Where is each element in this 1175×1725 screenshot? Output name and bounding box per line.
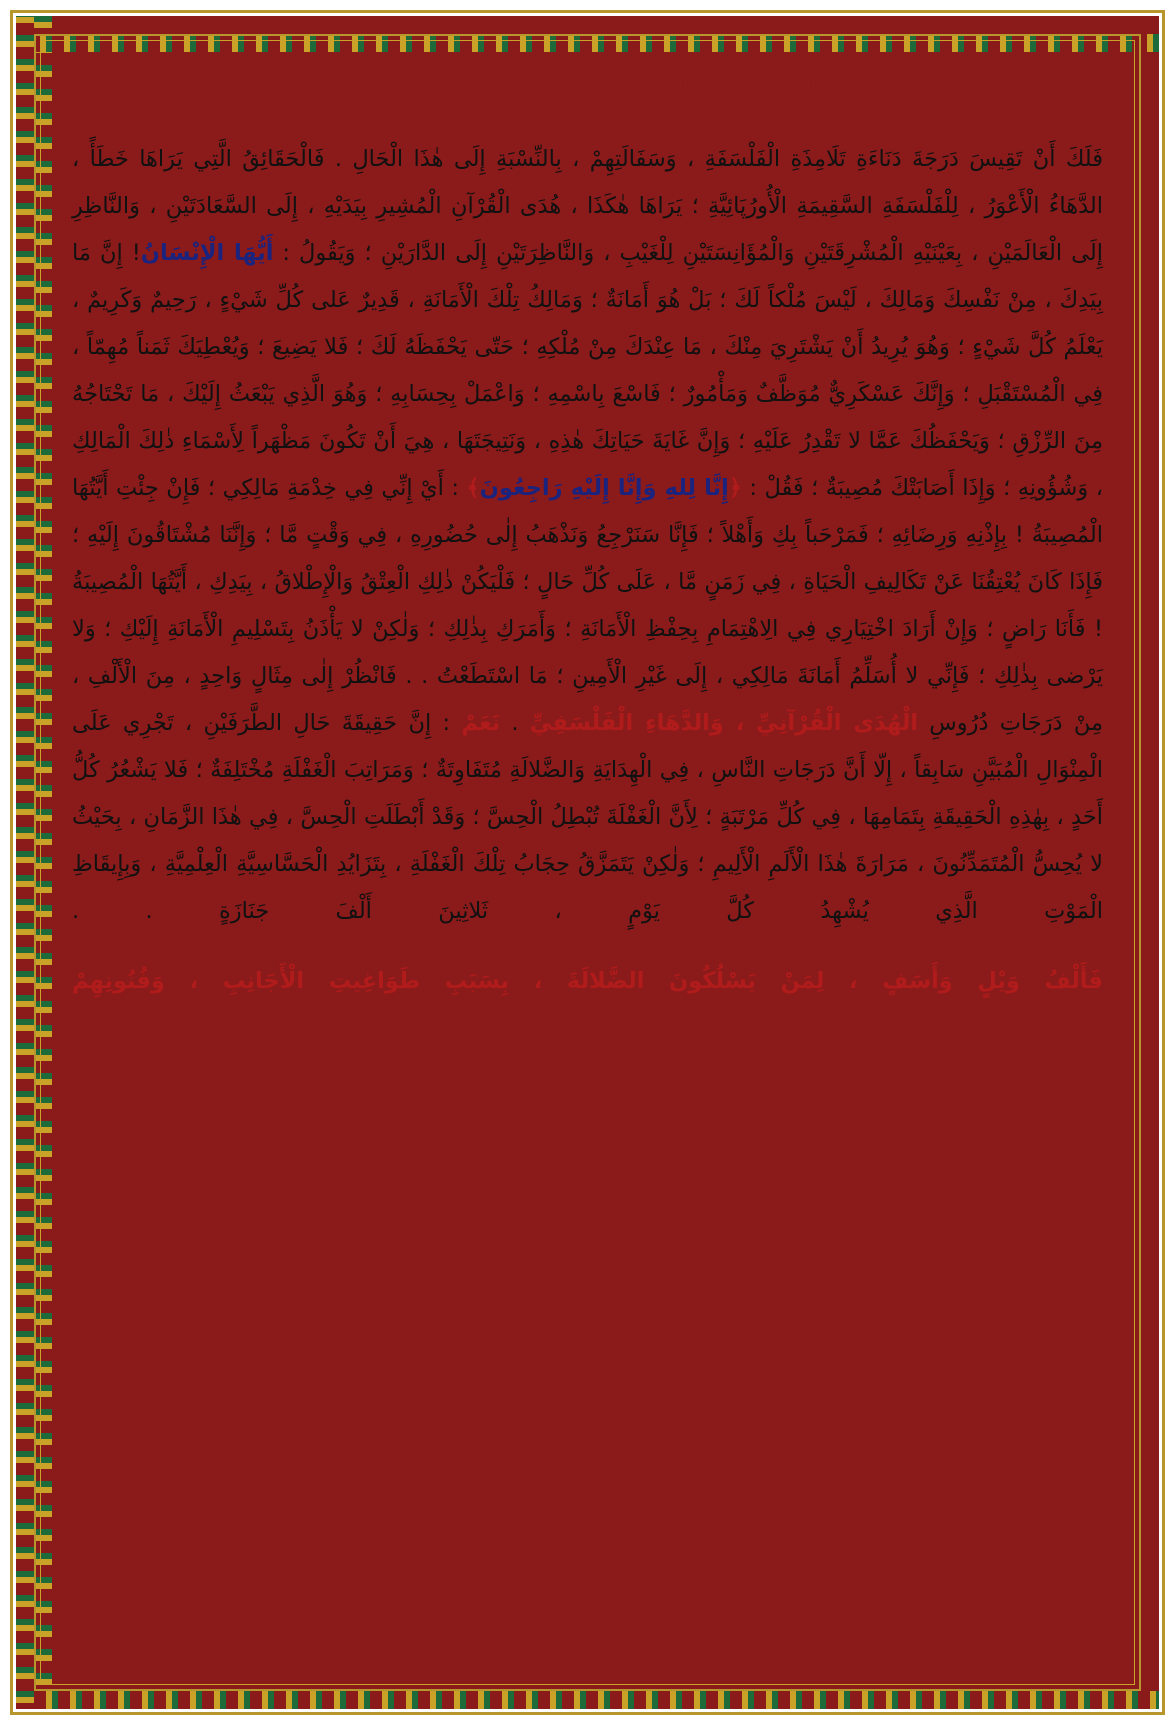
emphasis-naam: نَعَمْ: [461, 710, 501, 736]
text-run-4: .: [500, 710, 530, 736]
text-run-5: : إِنَّ حَقِيقَةَ حَالِ الطَّرَفَيْنِ ، تَجْرِي عَلَى الْمِنْوَالِ الْمُبَيَّنِ سَابِقاً ، إِلّا أَنَّ دَرَجَاتِ النَّاسِ ، فِي الْهِدَايَةِ وَالضَّلالَةِ مُتَفَاوِتَةٌ ؛ وَمَرَاتِبَ الْغَفْلَةِ مُخْتَلِفَةٌ ؛ فَلا يَشْعُرُ كُلُّ أَحَدٍ ، بِهٰذِهِ الْحَقِيقَةِ بِتَمَامِهَا ، فِي كُلِّ مَرْتَبَةٍ ؛ لِأَنَّ الْغَفْلَةَ تُبْطِلُ الْحِسَّ ؛ وَقَدْ أَبْطَلَتِ الْحِسَّ ، فِي هٰذَا الزَّمَانِ ، بِحَيْثُ لا يُحِسُّ الْمُتَمَدِّنُونَ ، مَرَارَةَ هٰذَا الْأَلَمِ الْأَلِيمِ ؛ وَلٰكِنْ يَتَمَزَّقُ حِجَابُ تِلْكَ الْغَفْلَةِ ، بِتَزَايُدِ الْحَسَّاسِيَّةِ الْعِلْمِيَّةِ ، وَبِإِيقَاظِ الْمَوْتِ الَّذِي يُشْهِدُ كُلَّ يَوْمٍ ، ثَلاثِينَ أَلْفَ جَنَازَةٍ . .: [72, 710, 1103, 924]
text-run-2: ! إِنَّ مَا بِيَدِكَ ، مِنْ نَفْسِكَ وَمَالِكَ ، لَيْسَ مُلْكاً لَكَ ؛ بَلْ هُوَ أَمَانَةٌ ؛ وَمَالِكُ تِلْكَ الْأَمَانَةِ ، قَدِيرٌ عَلى كُلِّ شَيْءٍ ، رَحِيمٌ وَكَرِيمٌ ، يَعْلَمُ كُلَّ شَيْءٍ ؛ وَهُوَ يُرِيدُ أَنْ يَشْتَرِيَ مِنْكَ ، مَا عِنْدَكَ مِنْ مُلْكِهِ ؛ حَتّى يَحْفَظَهُ لَكَ ؛ فَلا يَضِيعَ ؛ وَيُعْطِيَكَ ثَمَناً مُهِمّاً ، فِي الْمُسْتَقْبَلِ ؛ وَإِنَّكَ عَسْكَرِيٌّ مُوَظَّفٌ وَمَأْمُورٌ ؛ فَاسْعَ بِاسْمِهِ ؛ وَاعْمَلْ بِحِسَابِهِ ؛ وَهُوَ الَّذِي يَبْعَثُ إِلَيْكَ ، مَا تَحْتَاجُهُ مِنَ الرِّزْقِ ؛ وَيَحْفَظُكَ عَمَّا لا تَقْدِرُ عَلَيْهِ ؛ وَإِنَّ غَايَةَ حَيَاتِكَ هٰذِهِ ، وَنَتِيجَتَهَا ، هِيَ أَنْ تَكُونَ مَظْهَراً لِأَسْمَاءِ ذٰلِكَ الْمَالِكِ ، وَشُؤُونِهِ ؛ وَإِذَا أَصَابَتْكَ مُصِيبَةٌ ؛ فَقُلْ :: [72, 240, 1103, 501]
header-divider: [76, 117, 1099, 120]
closing-line: فَأَلْفُ وَيْلٍ وَأَسَفٍ ، لِمَنْ يَسْلُكُونَ الضَّلالَةَ ، بِسَبَبِ طَوَاغِيتِ الْأَجَانِبِ ، وَفُنُونِهِمْ: [72, 968, 1103, 994]
quran-open-ornament: ﴿: [728, 475, 742, 501]
page-content: [48, 48, 1127, 1677]
quran-verse: إِنَّا لِلهِ وَإِنَّا إِلَيْهِ رَاجِعُونَ: [479, 475, 729, 501]
paragraph-block: [72, 136, 1103, 935]
callout-insan: أَيُّهَا الْإِنْسَانُ: [140, 240, 274, 266]
emphasis-hudaa-dahaa: الْهُدَى الْقُرْآنِيِّ ، وَالدَّهَاءِ الْفَلْسَفِيِّ: [529, 710, 919, 736]
text-run-3: : أَيْ إِنِّي فِي خِدْمَةِ مَالِكِي ؛ فَإِنْ جِئْتِ أَيَّتُهَا الْمُصِيبَةُ ! بِإِذْنِهِ وَرِضَائِهِ ؛ فَمَرْحَباً بِكِ وَأَهْلاً ؛ فَإِنَّا سَنَرْجِعُ وَنَذْهَبُ إِلٰى حُضُورِهِ ، فِي وَقْتٍ مَّا ؛ وَإِنَّنَا مُشْتَاقُونَ إِلَيْهِ ؛ فَإِذَا كَانَ يُعْتِقُنَا عَنْ تَكَالِيفِ الْحَيَاةِ ، فِي زَمَنٍ مَّا ، عَلَى كُلِّ حَالٍ ؛ فَلْيَكُنْ ذٰلِكِ الْعِتْقُ وَالْإِطْلاقُ ، بِيَدِكِ ، أَيَّتُهَا الْمُصِيبَةُ ! فَأَنَا رَاضٍ ؛ وَإِنْ أَرَادَ اخْتِيَارِي فِي الِاهْتِمَامِ بِحِفْظِ الْأَمَانَةِ ؛ وَأَمَرَكِ بِذٰلِكِ ؛ وَلٰكِنْ لا يَأْذَنُ بِتَسْلِيمِ الْأَمَانَةِ إِلَيْكِ ؛ وَلا يَرْضى بِذٰلِكِ ؛ فَإِنِّي لا أُسَلِّمُ أَمَانَةَ مَالِكِي ، إِلَى غَيْرِ الْأَمِينِ ؛ مَا اسْتَطَعْتُ . . فَانْظُرْ إِلٰى مِثَالٍ وَاحِدٍ ، مِنَ الْأَلْفِ ، مِنْ دَرَجَاتِ دُرُوسِ: [72, 475, 1103, 736]
page-number: ١٦٢ - ١٠: [82, 76, 195, 107]
page-title: اَللَّمْعَةُ السَّابِعَةَ عَشْرَةَ: [550, 76, 827, 107]
page-header: [66, 70, 1109, 107]
body-text: [66, 136, 1109, 935]
quran-close-ornament: ﴾: [466, 475, 480, 501]
text-run-1: فَلَكَ أَنْ تَقِيسَ دَرَجَةَ دَنَاءَةِ تَلَامِذَةِ الْفَلْسَفَةِ ، وَسَفَالَتِهِمْ ، بِالنِّسْبَةِ إِلَى هٰذَا الْحَالِ . فَالْحَقَائِقُ الَّتِي يَرَاهَا خَطَأً ، الدَّهَاءُ الْأَعْوَرُ ، لِلْفَلْسَفَةِ السَّقِيمَةِ الْأُورُپَائِيَّةِ ؛ يَرَاهَا هٰكَذَا ، هُدَى الْقُرْآنِ الْمُشِيرِ بِيَدَيْهِ ، إِلَى السَّعَادَتَيْنِ ، وَالنَّاظِرِ إِلَى الْعَالَمَيْنِ ، بِعَيْنَيْهِ الْمُشْرِقَتَيْنِ وَالْمُؤَانِسَتَيْنِ لِلْغَيْبِ ، وَالنَّاظِرَتَيْنِ إِلَى الدَّارَيْنِ ؛ وَيَقُولُ :: [72, 146, 1103, 266]
